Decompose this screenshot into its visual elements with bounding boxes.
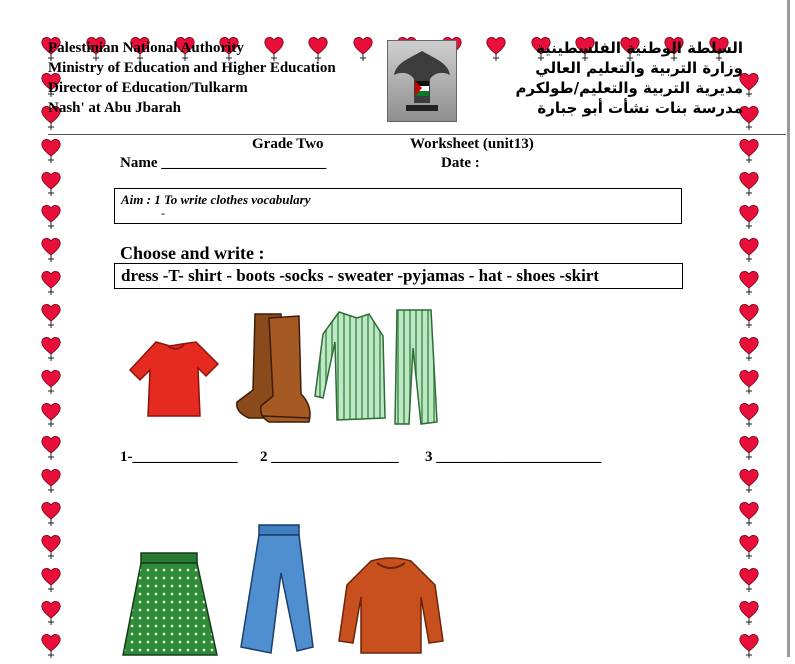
- page-right-rule: [787, 0, 790, 657]
- trousers-picture: [237, 521, 317, 662]
- heart-balloon-icon: [738, 303, 760, 329]
- heart-balloon-icon: [738, 204, 760, 230]
- answer-line-2[interactable]: 2 _________________: [260, 449, 399, 465]
- heart-balloon-icon: [352, 36, 374, 62]
- grade-label: Grade Two: [252, 136, 324, 152]
- heart-balloon-icon: [738, 369, 760, 395]
- heart-balloon-icon: [738, 336, 760, 362]
- heart-balloon-icon: [40, 402, 62, 428]
- heart-balloon-icon: [738, 270, 760, 296]
- aim-dash: -: [161, 206, 165, 220]
- heart-balloon-icon: [738, 435, 760, 461]
- header-line-school: Nash' at Abu Jbarah: [48, 100, 181, 116]
- heart-balloon-icon: [40, 633, 62, 659]
- header-line-director: Director of Education/Tulkarm: [48, 80, 248, 96]
- heart-balloon-icon: [40, 270, 62, 296]
- palestinian-emblem-logo: [387, 40, 457, 122]
- heart-balloon-icon: [40, 567, 62, 593]
- heart-balloon-icon: [738, 138, 760, 164]
- heart-balloon-icon: [485, 36, 507, 62]
- header-line-authority: Palestinian National Authority: [48, 40, 244, 56]
- answer-line-3[interactable]: 3 ______________________: [425, 449, 602, 465]
- word-bank-box: [114, 263, 683, 289]
- heart-balloon-icon: [40, 435, 62, 461]
- header-arabic-line-ministry: وزارة التربية والتعليم العالي: [535, 59, 743, 77]
- boots-picture: [229, 310, 313, 437]
- heart-balloon-icon: [40, 171, 62, 197]
- header-arabic-line-authority: السلطة الوطنية الفلسطينية: [536, 39, 743, 57]
- heart-balloon-icon: [40, 534, 62, 560]
- heart-balloon-icon: [40, 303, 62, 329]
- aim-box: [114, 188, 682, 224]
- heart-balloon-icon: [40, 600, 62, 626]
- heart-balloon-icon: [738, 237, 760, 263]
- answer-line-1[interactable]: 1-______________: [120, 449, 238, 465]
- word-bank: dress -T- shirt - boots -socks - sweater -pyjamas - hat - shoes -skirt: [121, 266, 600, 285]
- header-arabic-line-school: مدرسة بنات نشأت أبو جبارة: [537, 99, 743, 117]
- header-line-ministry: Ministry of Education and Higher Education: [48, 60, 336, 76]
- task-instruction: Choose and write :: [120, 243, 265, 263]
- heart-balloon-icon: [738, 567, 760, 593]
- pyjamas-picture: [313, 306, 441, 437]
- heart-balloon-icon: [738, 633, 760, 659]
- heart-balloon-icon: [738, 468, 760, 494]
- heart-balloon-icon: [40, 501, 62, 527]
- worksheet-title: Worksheet (unit13): [410, 136, 534, 152]
- header-english: [48, 38, 336, 118]
- heart-balloon-icon: [40, 336, 62, 362]
- heart-balloon-icon: [40, 369, 62, 395]
- date-field[interactable]: Date :: [441, 155, 480, 171]
- heart-balloon-icon: [738, 402, 760, 428]
- tshirt-picture: [126, 336, 222, 427]
- header-arabic-line-director: مديرية التربية والتعليم/طولكرم: [515, 79, 743, 97]
- heart-balloon-icon: [40, 237, 62, 263]
- name-field[interactable]: Name ______________________: [120, 155, 327, 171]
- heart-balloon-icon: [738, 600, 760, 626]
- skirt-picture: [121, 551, 219, 662]
- sweater-picture: [335, 555, 447, 662]
- aim-text: Aim : 1 To write clothes vocabulary: [121, 192, 311, 207]
- heart-balloon-icon: [40, 204, 62, 230]
- heart-balloon-icon: [738, 501, 760, 527]
- header-arabic: [515, 38, 743, 118]
- heart-balloon-icon: [40, 138, 62, 164]
- header-divider: [48, 134, 786, 135]
- heart-balloon-icon: [738, 534, 760, 560]
- heart-balloon-icon: [40, 468, 62, 494]
- heart-balloon-icon: [738, 171, 760, 197]
